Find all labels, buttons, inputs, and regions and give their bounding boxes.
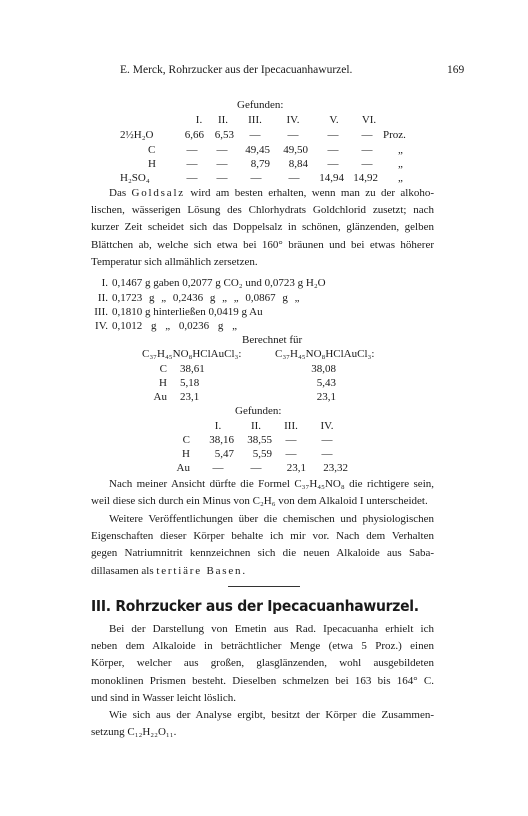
- table1-cell: —: [186, 158, 198, 170]
- table2-cell: 5,47: [214, 448, 234, 460]
- paragraph-further-publications: Weitere Veröffentlichungen über die chemischen und physiologischen Eigenschaften dieser Körper behalte ich mir vor. Nach dem Verhalten gegen Natriumnitrit kennzeichnen sich die neuen Alkaloide aus Saba- dillasamen als tertiäre Basen.: [91, 513, 434, 577]
- page-number: 169: [447, 64, 465, 76]
- table2-cell: —: [285, 434, 297, 446]
- table2-cell: —: [321, 448, 333, 460]
- table1-cell: 49,50: [283, 144, 308, 156]
- table1-row-label: H₂SO₄: [120, 172, 150, 184]
- table2-cell: 38,55: [247, 434, 272, 446]
- analysis-number: I.: [101, 277, 108, 289]
- calc-formula: C₃₇H₄₅NO₈HClAuCl₃:: [142, 348, 242, 360]
- table1-cell: —: [216, 144, 228, 156]
- table2-cell: —: [250, 462, 262, 474]
- table2-col-header: I.: [214, 420, 222, 432]
- table1-col-header: VI.: [361, 114, 377, 126]
- paragraph-composition: Wie sich aus der Analyse ergibt, besitzt der Körper die Zusammen- setzung C₁₂H₂₂O₁₁.: [91, 709, 434, 739]
- calc-cell: 38,61: [180, 363, 205, 375]
- analysis-number: II.: [97, 292, 108, 304]
- table1-cell: 8,79: [250, 158, 270, 170]
- table1-cell: —: [327, 144, 339, 156]
- table1-cell: —: [287, 129, 299, 141]
- table1-col-header: IV.: [286, 114, 300, 126]
- table2-cell: 23,32: [323, 462, 348, 474]
- running-title: E. Merck, Rohrzucker aus der Ipecacuanhawurzel.: [120, 64, 353, 76]
- calc-row-label: C: [159, 363, 167, 375]
- table2-cell: —: [285, 448, 297, 460]
- table1-row-label: H: [148, 158, 156, 170]
- table1-cell: —: [186, 144, 198, 156]
- table2-col-header: II.: [250, 420, 262, 432]
- table1-cell: 6,66: [184, 129, 204, 141]
- calc-row-label: H: [159, 377, 167, 389]
- table1-cell: —: [216, 172, 228, 184]
- table1-cell: 6,53: [214, 129, 234, 141]
- table1-col-header: III.: [248, 114, 262, 126]
- table1-unit: „: [398, 172, 403, 184]
- calc-formula: C₃₇H₄₅NO₈HClAuCl₃:: [275, 348, 375, 360]
- table1-cell: 14,94: [319, 172, 344, 184]
- table1-heading: Gefunden:: [237, 99, 284, 111]
- table1-cell: 14,92: [353, 172, 378, 184]
- table1-col-header: I.: [195, 114, 203, 126]
- calc-row-label: Au: [153, 391, 167, 403]
- table1-unit: „: [398, 158, 403, 170]
- paragraph-goldsalz: Das Goldsalz wird am besten erhalten, wenn man zu der alkoho- lischen, wässerigen Lösung des Chlorhydrats Goldchlorid zusetzt; nach kurzer Zeit scheidet sich das Doppelsalz in schönen, glänzenden, gelben Blättchen ab, welche sich etwa bei 160° bräunen und bei etwas höherer Temperatur sich allmählich zersetzen.: [91, 187, 435, 268]
- table1-col-header: II.: [217, 114, 229, 126]
- table2-row-label: H: [182, 448, 190, 460]
- table2-col-header: III.: [284, 420, 298, 432]
- section-divider: [228, 586, 300, 587]
- table1-cell: 49,45: [245, 144, 270, 156]
- table2-cell: 38,16: [209, 434, 234, 446]
- analysis-text: 0,1723 g „ 0,2436 g „ „ 0,0867 g „: [112, 292, 300, 304]
- table1-unit: „: [398, 144, 403, 156]
- section-heading: III. Rohrzucker aus der Ipecacuanhawurzel.: [91, 597, 419, 615]
- table1-cell: —: [216, 158, 228, 170]
- table1-cell: —: [361, 158, 373, 170]
- calc-cell: 23,1: [180, 391, 200, 403]
- table1-row-label: 2½H₂O: [120, 129, 154, 141]
- table2-cell: 5,59: [252, 448, 272, 460]
- table1-cell: —: [361, 129, 373, 141]
- calc-cell: 5,43: [316, 377, 336, 389]
- analysis-text: 0,1810 g hinterließen 0,0419 g Au: [112, 306, 263, 318]
- table1-col-header: V.: [329, 114, 339, 126]
- analysis-number: IV.: [95, 320, 108, 332]
- table1-cell: —: [327, 129, 339, 141]
- table2-cell: —: [321, 434, 333, 446]
- table1-cell: —: [250, 172, 262, 184]
- table2-row-label: Au: [176, 462, 190, 474]
- paragraph-emetin: Bei der Darstellung von Emetin aus Rad. Ipecacuanha erhielt ich neben dem Alkaloide in beträchtlicher Menge (etwa 5 Proz.) einen Körper, welcher aus großen, glasglänzenden, wohl ausgebildeten monoklinen Prismen besteht. Dieselben schmelzen bei 163 bis 164° C. und sind in Wasser leicht löslich.: [91, 623, 434, 704]
- table1-row-label: C: [148, 144, 156, 156]
- table2-cell: —: [212, 462, 224, 474]
- table1-cell: —: [327, 158, 339, 170]
- analysis-text: 0,1467 g gaben 0,2077 g CO₂ und 0,0723 g H₂O: [112, 277, 326, 289]
- table1-unit: Proz.: [383, 129, 406, 141]
- table2-row-label: C: [182, 434, 190, 446]
- paragraph-formula: Nach meiner Ansicht dürfte die Formel C₃₇H₄₅NO₈ die richtigere sein, weil diese sich durch ein Minus von C₂H₆ von dem Alkaloid I unterscheidet.: [91, 478, 434, 508]
- table1-cell: —: [288, 172, 300, 184]
- analysis-number: III.: [94, 306, 108, 318]
- calc-heading: Berechnet für: [242, 334, 303, 346]
- calc-cell: 5,18: [180, 377, 200, 389]
- table2-cell: 23,1: [286, 462, 306, 474]
- table2-col-header: IV.: [320, 420, 334, 432]
- table1-cell: —: [186, 172, 198, 184]
- table2-heading: Gefunden:: [235, 405, 282, 417]
- calc-cell: 23,1: [316, 391, 336, 403]
- table1-cell: 8,84: [288, 158, 308, 170]
- calc-cell: 38,08: [311, 363, 336, 375]
- table1-cell: —: [361, 144, 373, 156]
- analysis-text: 0,1012 g „ 0,0236 g „: [112, 320, 238, 332]
- table1-cell: —: [249, 129, 261, 141]
